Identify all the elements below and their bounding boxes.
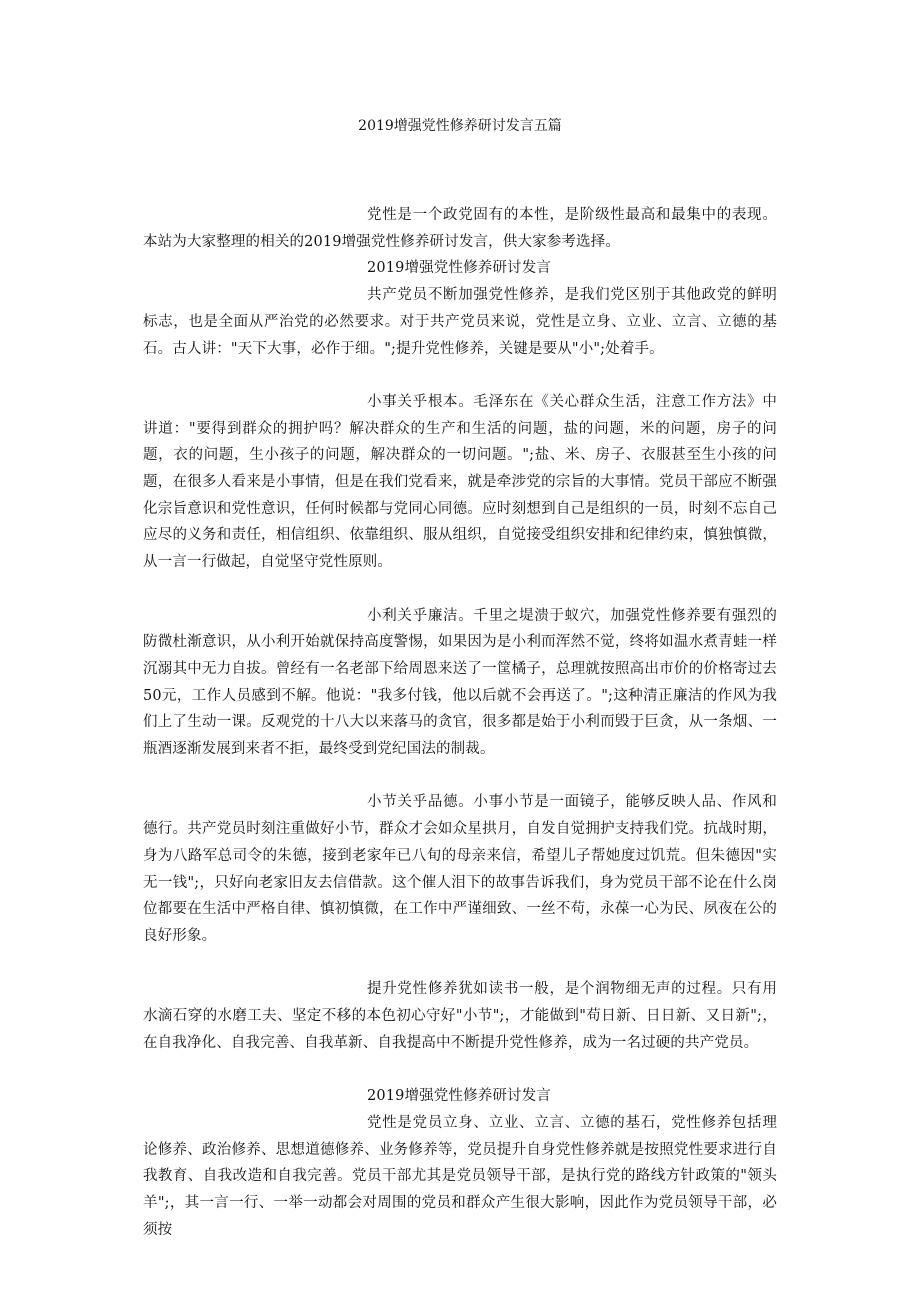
paragraph: 小事关乎根本。毛泽东在《关心群众生活，注意工作方法》中讲道："要得到群众的拥护吗？解决群众的生产和生活的问题，盐的问题，米的问题，房子的问题，衣的问题，生小孩子的问题，解决群众的一切问题。";盐、米、房子、衣服甚至生小孩的问题，在很多人看来是小事情，但是在我们党看来，就是牵涉党的宗旨的大事情。党员干部应不断强化宗旨意识和党性意识，任何时候都与党同心同德。应时刻想到自己是组织的一员，时刻不忘自己应尽的义务和责任，相信组织、依靠组织、服从组织，自觉接受组织安排和纪律约束，慎独慎微，从一言一行做起，自觉坚守党性原则。	[143, 393, 777, 571]
paragraph-gap	[143, 1056, 777, 1083]
paragraph: 提升党性修养犹如读书一般，是个润物细无声的过程。只有用水滴石穿的水磨工夫、坚定不移的本色初心守好"小节";，才能做到"苟日新、日日新、又日新";，在自我净化、自我完善、自我革新、自我提高中不断提升党性修养，成为一名过硬的共产党员。	[143, 981, 777, 1051]
paragraph: 共产党员不断加强党性修养，是我们党区别于其他政党的鲜明标志，也是全面从严治党的必然要求。对于共产党员来说，党性是立身、立业、立言、立德的基石。古人讲："天下大事，必作于细。";提升党性修养，关键是要从"小";处着手。	[143, 287, 777, 357]
document-body	[143, 202, 777, 1243]
section-heading-1: 2019增强党性修养研讨发言	[367, 260, 552, 277]
paragraph-gap	[143, 950, 777, 977]
paragraph-gap	[143, 362, 777, 389]
paragraph: 党性是党员立身、立业、立言、立德的基石，党性修养包括理论修养、政治修养、思想道德修养、业务修养等，党员提升自身党性修养就是按照党性要求进行自我教育、自我改造和自我完善。党员干部尤其是党员领导干部，是执行党的路线方针政策的"领头羊";，其一言一行、一举一动都会对周围的党员和群众产生很大影响，因此作为党员领导干部，必须按	[143, 1114, 777, 1238]
document-title: 2019增强党性修养研讨发言五篇	[358, 118, 562, 134]
intro-paragraph: 党性是一个政党固有的本性，是阶级性最高和最集中的表现。本站为大家整理的相关的2019增强党性修养研讨发言，供大家参考选择。	[143, 207, 777, 250]
paragraph: 小节关乎品德。小事小节是一面镜子，能够反映人品、作风和德行。共产党员时刻注重做好小节，群众才会如众星拱月，自发自觉拥护支持我们党。抗战时期，身为八路军总司令的朱德，接到老家年已八旬的母亲来信，希望儿子帮她度过饥荒。但朱德因"实无一钱";，只好向老家旧友去信借款。这个催人泪下的故事告诉我们，身为党员干部不论在什么岗位都要在生活中严格自律、慎初慎微，在工作中严谨细致、一丝不苟，永葆一心为民、夙夜在公的良好形象。	[143, 794, 777, 944]
paragraph-gap	[143, 576, 777, 603]
paragraph: 小利关乎廉洁。千里之堤溃于蚁穴，加强党性修养要有强烈的防微杜渐意识，从小利开始就保持高度警惕，如果因为是小利而浑然不觉，终将如温水煮青蛙一样沉溺其中无力自拔。曾经有一名老部下给周恩来送了一筐橘子，总理就按照高出市价的价格寄过去50元，工作人员感到不解。他说："我多付钱，他以后就不会再送了。";这种清正廉洁的作风为我们上了生动一课。反观党的十八大以来落马的贪官，很多都是始于小利而毁于巨贪，从一条烟、一瓶酒逐渐发展到来者不拒，最终受到党纪国法的制裁。	[143, 607, 777, 758]
section-heading-2: 2019增强党性修养研讨发言	[367, 1088, 552, 1105]
paragraph-gap	[143, 763, 777, 790]
